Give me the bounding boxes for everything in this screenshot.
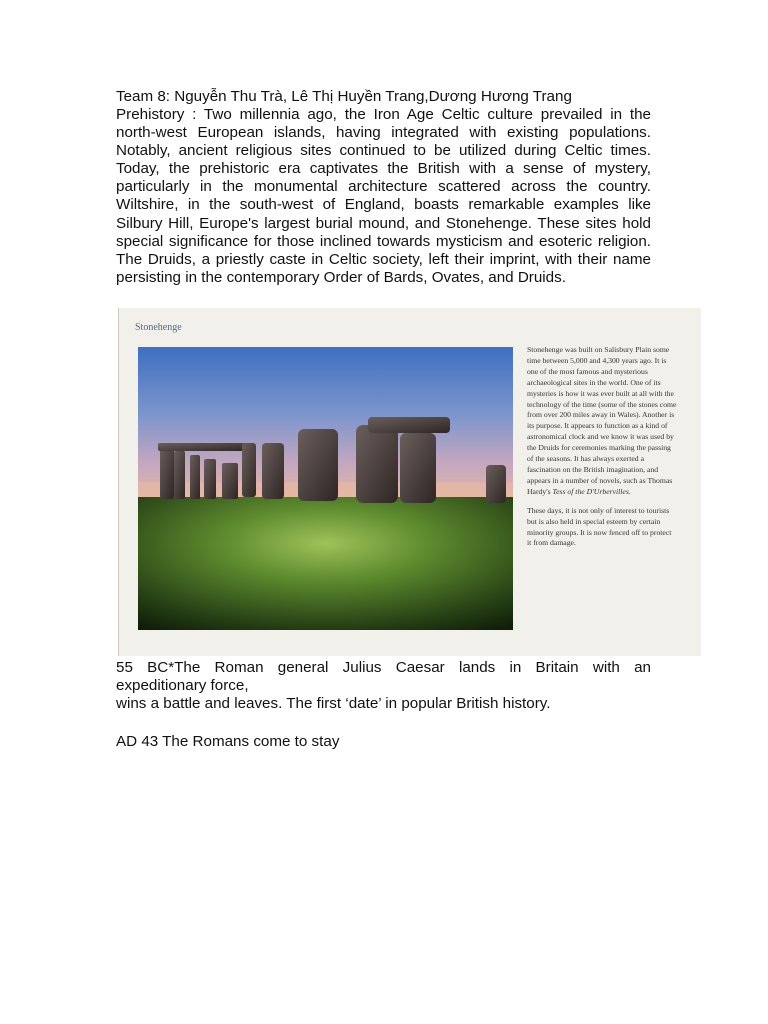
caesar-line-3: wins a battle and leaves. The first ‘date’ in popular British history. [116, 695, 551, 713]
stonehenge-photo [138, 347, 513, 630]
caption-book-title: Tess of the D'Urbervilles [552, 486, 629, 496]
grass-field [138, 497, 513, 630]
caesar-line-1: 55 BC*The Roman general Julius Caesar lands in Britain with an [116, 659, 651, 676]
team-heading: Team 8: Nguyễn Thu Trà, Lê Thị Huyền Trang,Dương Hương Trang [116, 88, 572, 105]
ad43-entry: AD 43 The Romans come to stay [116, 733, 340, 750]
figure-title: Stonehenge [135, 322, 182, 333]
figure-caption [527, 345, 677, 549]
caesar-entry [116, 659, 651, 713]
caption-paragraph-2: These days, it is not only of interest to tourists but is also held in special esteem by certain minority groups. It is now fenced off to protect it from damage. [527, 505, 672, 548]
caesar-line-2: expeditionary force, [116, 677, 249, 695]
caption-text-end: . [628, 486, 631, 496]
stonehenge-figure [118, 308, 701, 656]
caption-text: Stonehenge was built on Salisbury Plain some time between 5,000 and 4,300 years ago. It is one of the most famous and mysterious archaeological sites in the world. One of its mysteries is how it was ever built at all with the technology of the time (some of the stones come from over 200 miles away in Wales). Another is its purpose. It appears to function as a kind of astronomical clock and we know it was used by the Druids for ceremonies marking the passing of the seasons. It has always exerted a fascination on the British imagination, and appears in a number of novels, such as Thomas Hardy's [527, 345, 677, 496]
prehistory-paragraph: Prehistory : Two millennia ago, the Iron Age Celtic culture prevailed in the north-west European islands, having integrated with existing populations. Notably, ancient religious sites continued to be utilized during Celtic times. Today, the prehistoric era captivates the British with a sense of mystery, particularly in the monumental architecture scattered across the country. Wiltshire, in the south-west of England, boasts remarkable examples like Silbury Hill, Europe's largest burial mound, and Stonehenge. These sites hold special significance for those inclined towards mysticism and esoteric religion. The Druids, a priestly caste in Celtic society, left their imprint, with their name persisting in the contemporary Order of Bards, Ovates, and Druids. [116, 106, 651, 286]
caption-paragraph-1 [527, 345, 677, 498]
